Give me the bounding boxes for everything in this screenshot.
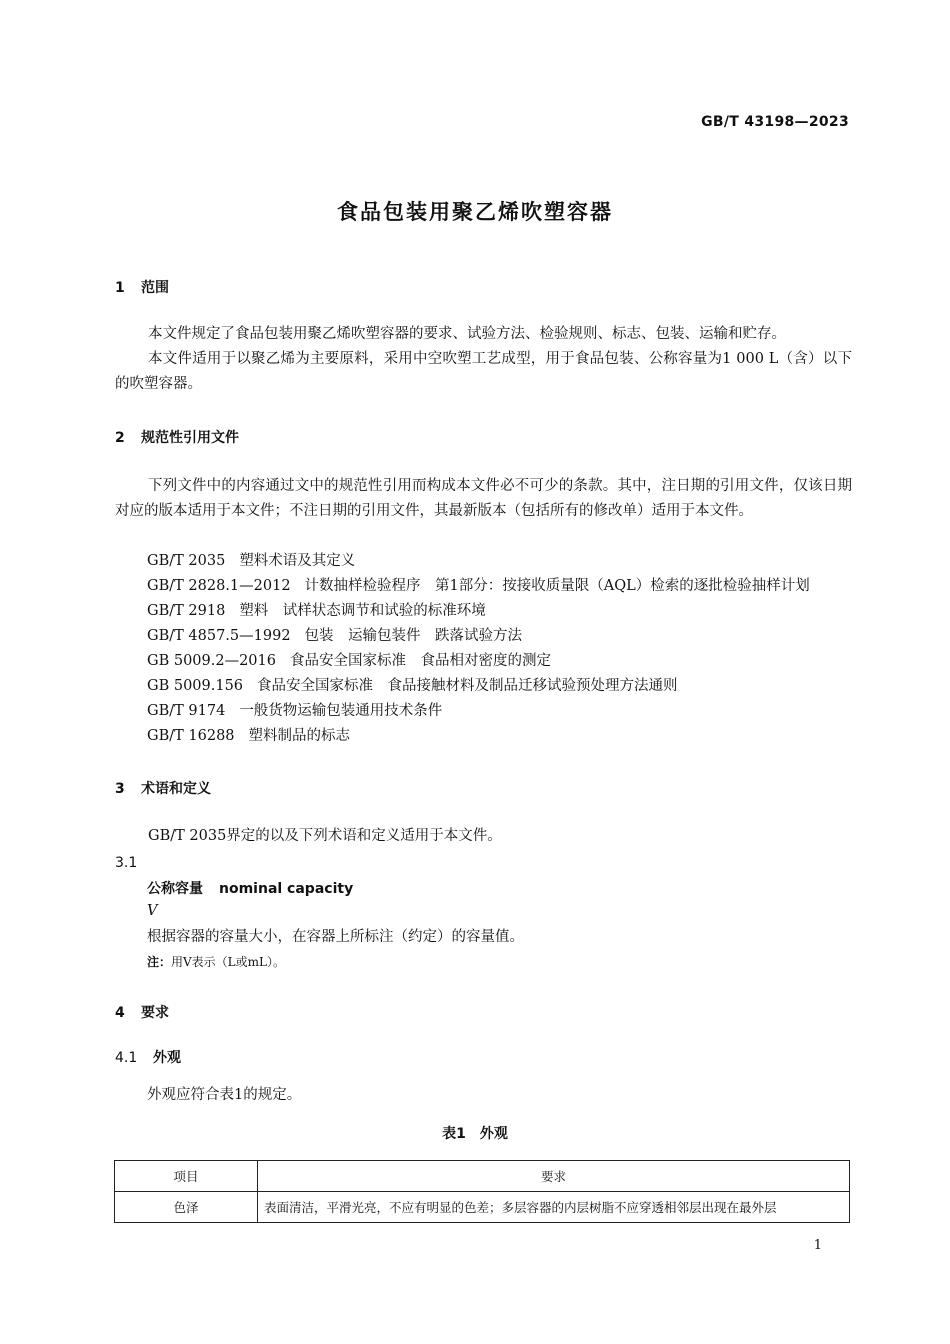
- note-text: 用V表示（L或mL）。: [171, 955, 285, 969]
- reference-item: [147, 699, 442, 724]
- table-caption: 表1 外观: [442, 1126, 508, 1142]
- paragraph: 本文件适用于以聚乙烯为主要原料，采用中空吹塑工艺成型，用于食品包装、公称容量为1 000 L（含）以下的吹塑容器。: [115, 351, 852, 392]
- reference-item: [147, 624, 522, 649]
- table-row: [115, 1192, 850, 1223]
- reference-code: GB 5009.2—2016: [147, 653, 276, 669]
- reference-item: [147, 674, 678, 699]
- section-1-heading: [115, 277, 169, 297]
- table-header-item: 项目: [115, 1161, 258, 1192]
- table-cell-item: 色泽: [115, 1192, 258, 1223]
- table-cell-requirement: 表面清洁，平滑光亮，不应有明显的色差；多层容器的内层树脂不应穿透相邻层出现在最外层: [258, 1192, 850, 1223]
- reference-title: 包装 运输包装件 跌落试验方法: [304, 628, 523, 644]
- section-2-heading: [115, 427, 239, 447]
- reference-item: [147, 724, 350, 749]
- reference-title: 食品安全国家标准 食品相对密度的测定: [290, 653, 551, 669]
- reference-item: [147, 599, 486, 624]
- term-note: [147, 953, 285, 970]
- section-number: 4: [115, 1005, 125, 1021]
- section-title: 要求: [141, 1005, 169, 1021]
- paragraph: 外观应符合表1的规定。: [147, 1087, 302, 1103]
- section-4-heading: [115, 1002, 169, 1022]
- reference-item: [147, 649, 551, 674]
- reference-code: GB/T 2035: [147, 553, 226, 569]
- subsection-4-1-heading: [115, 1047, 181, 1067]
- term-zh: 公称容量: [147, 881, 203, 897]
- standard-number: GB/T 43198—2023: [701, 114, 849, 130]
- paragraph: GB/T 2035界定的以及下列术语和定义适用于本文件。: [148, 828, 502, 844]
- subsection-title: 外观: [153, 1050, 181, 1066]
- reference-title: 食品安全国家标准 食品接触材料及制品迁移试验预处理方法通则: [257, 678, 678, 694]
- reference-item: [147, 549, 355, 574]
- appearance-table: [114, 1160, 850, 1223]
- reference-code: GB/T 4857.5—1992: [147, 628, 291, 644]
- table-header-row: [115, 1161, 850, 1192]
- paragraph: 下列文件中的内容通过文中的规范性引用而构成本文件必不可少的条款。其中，注日期的引用文件，仅该日期对应的版本适用于本文件；不注日期的引用文件，其最新版本（包括所有的修改单）适用于本文件。: [115, 478, 852, 519]
- reference-title: 塑料术语及其定义: [239, 553, 356, 569]
- term-en: nominal capacity: [219, 881, 354, 897]
- reference-code: GB/T 9174: [147, 703, 226, 719]
- reference-title: 计数抽样检验程序 第1部分：按接收质量限（AQL）检索的逐批检验抽样计划: [304, 578, 810, 594]
- reference-code: GB 5009.156: [147, 678, 244, 694]
- section-number: 1: [115, 280, 125, 296]
- section-number: 3: [115, 781, 125, 797]
- reference-code: GB/T 2828.1—2012: [147, 578, 291, 594]
- reference-title: 塑料制品的标志: [248, 728, 351, 744]
- section-title: 范围: [141, 280, 169, 296]
- table-header-requirement: 要求: [258, 1161, 850, 1192]
- term-number: 3.1: [115, 855, 138, 871]
- section-title: 规范性引用文件: [141, 430, 239, 446]
- term-heading: [147, 878, 353, 898]
- term-definition: 根据容器的容量大小，在容器上所标注（约定）的容量值。: [147, 929, 524, 945]
- paragraph: 本文件规定了食品包装用聚乙烯吹塑容器的要求、试验方法、检验规则、标志、包装、运输和贮存。: [148, 326, 786, 342]
- document-title: 食品包装用聚乙烯吹塑容器: [337, 200, 613, 224]
- reference-code: GB/T 2918: [147, 603, 226, 619]
- page-number: 1: [813, 1238, 822, 1253]
- reference-code: GB/T 16288: [147, 728, 235, 744]
- subsection-number: 4.1: [115, 1050, 138, 1066]
- section-3-heading: [115, 778, 211, 798]
- reference-item: [147, 574, 810, 599]
- term-symbol: V: [147, 903, 158, 919]
- section-title: 术语和定义: [141, 781, 211, 797]
- section-number: 2: [115, 430, 125, 446]
- reference-title: 一般货物运输包装通用技术条件: [239, 703, 443, 719]
- reference-title: 塑料 试样状态调节和试验的标准环境: [239, 603, 486, 619]
- note-label: 注：: [147, 955, 172, 969]
